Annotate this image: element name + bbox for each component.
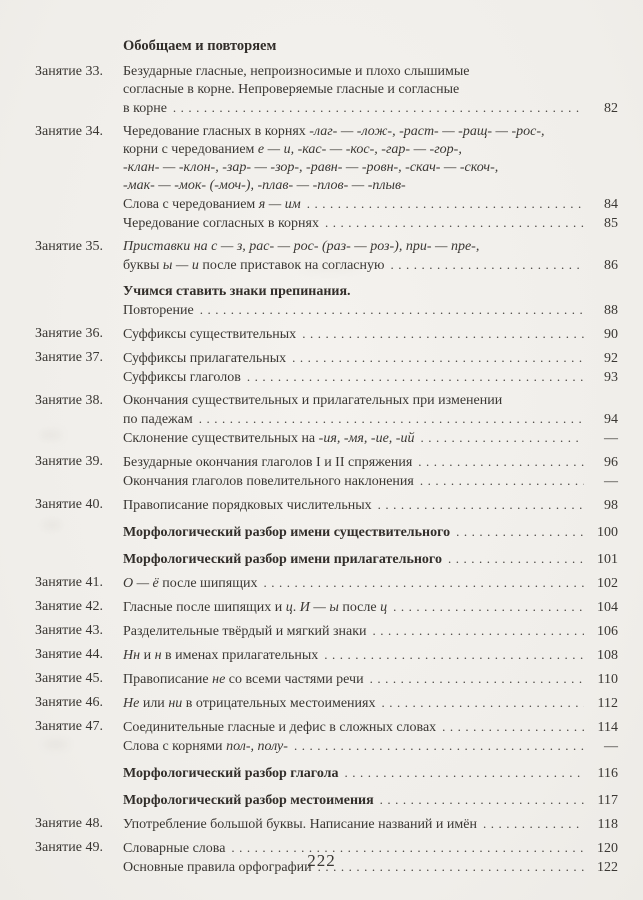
toc-line: [123, 256, 618, 275]
page-number: 114: [597, 720, 618, 735]
entry-label: Занятие 45.: [35, 671, 103, 686]
page-number: 106: [597, 624, 618, 639]
text-segment: и: [140, 648, 155, 663]
entry-label: Занятие 34.: [35, 124, 103, 139]
text-segment: Нн: [123, 648, 141, 663]
entry-content: [123, 646, 618, 665]
text-segment: е — и, -кас- — -кос-, -гар- — -гор-,: [257, 142, 462, 157]
toc-line: [123, 141, 618, 159]
text-segment: Окончания существительных и прилагательных при изменении: [123, 393, 503, 408]
toc-entry: [35, 574, 618, 593]
dot-leader: [324, 646, 584, 665]
toc-line: [123, 670, 618, 689]
line-text: [123, 695, 375, 713]
text-segment: -ия, -мя, -ие, -ий: [318, 431, 415, 446]
line-text: [123, 816, 477, 834]
dot-leader: [418, 453, 584, 472]
line-text: [123, 623, 367, 641]
section-heading: Обобщаем и повторяем: [123, 38, 277, 54]
text-segment: Чередование согласных в корнях: [123, 216, 319, 231]
dot-leader: [390, 256, 584, 275]
text-segment: Не: [123, 696, 140, 711]
text-segment: Безударные окончания глаголов I и II спряжения: [123, 455, 413, 470]
toc-entry: [35, 325, 618, 344]
entry-label: Занятие 39.: [35, 454, 103, 469]
dot-leader: [420, 429, 584, 448]
toc-section-entry: [35, 791, 618, 810]
text-segment: ни: [168, 696, 183, 711]
text-segment: Морфологический разбор местоимения: [123, 793, 374, 808]
line-text: [123, 326, 296, 344]
text-segment: корни с чередованием: [123, 142, 258, 157]
text-segment: буквы: [123, 258, 163, 273]
text-segment: -мак- — -мок- (-моч-), -плав- — -плов- — -плыв-: [123, 178, 406, 193]
toc-line: [123, 791, 618, 810]
line-text: [123, 302, 194, 320]
toc-line: [123, 737, 618, 756]
text-segment: в именах прилагательных: [161, 648, 319, 663]
entry-content: [123, 598, 618, 617]
dot-leader: [294, 737, 584, 756]
dot-leader: [378, 496, 584, 515]
page-number: 118: [597, 817, 618, 832]
text-segment: или: [139, 696, 169, 711]
entry-content: [123, 550, 618, 569]
line-text: [123, 792, 374, 810]
toc-entry: [35, 718, 618, 756]
line-text: [123, 177, 406, 195]
toc-entry: [35, 496, 618, 515]
toc-entry: [35, 392, 618, 448]
toc-section-entry: [35, 283, 618, 320]
toc-entry: [35, 646, 618, 665]
footer-page-number: 222: [307, 851, 336, 870]
text-segment: Учимся ставить знаки препинания.: [123, 284, 351, 299]
text-segment: после шипящих: [158, 576, 258, 591]
line-text: [123, 215, 319, 233]
line-text: [123, 599, 387, 617]
entry-content: [123, 523, 618, 542]
text-segment: Суффиксы существительных: [123, 327, 297, 342]
toc-section-entry: [35, 523, 618, 542]
text-segment: Морфологический разбор имени существительного: [123, 525, 451, 540]
entry-content: [123, 574, 618, 593]
entry-content: [123, 694, 618, 713]
page-number: 120: [597, 841, 618, 856]
text-segment: -лаг- — -лож-, -раст- — -ращ- — -рос-,: [309, 124, 545, 139]
text-segment: О — ё: [123, 576, 159, 591]
entry-label: Занятие 41.: [35, 575, 103, 590]
entry-content: [123, 622, 618, 641]
text-segment: по падежам: [123, 412, 193, 427]
page-number: 92: [604, 351, 618, 366]
page-number: 86: [604, 258, 618, 273]
page-number: —: [604, 431, 618, 446]
page-number: 93: [604, 370, 618, 385]
text-segment: ц: [285, 600, 293, 615]
toc-line: [123, 550, 618, 569]
toc-line: [123, 496, 618, 515]
entry-label: Занятие 33.: [35, 64, 103, 79]
text-segment: Безударные гласные, непроизносимые и плохо слышимые: [123, 64, 470, 79]
text-segment: согласные в корне. Непроверяемые гласные и согласные: [123, 82, 460, 97]
entry-content: [123, 63, 618, 118]
dot-leader: [456, 523, 584, 542]
page-number: 85: [604, 216, 618, 231]
scan-smudge: [40, 430, 62, 440]
line-text: [123, 392, 502, 410]
entry-content: [123, 670, 618, 689]
text-segment: пол-, полу-: [226, 739, 288, 754]
toc-line: [123, 325, 618, 344]
entry-content: [123, 453, 618, 491]
dot-leader: [307, 195, 584, 214]
toc-line: [123, 598, 618, 617]
text-segment: И — ы: [299, 600, 339, 615]
line-text: [123, 63, 469, 81]
dot-leader: [370, 670, 584, 689]
page-number: 110: [597, 672, 618, 687]
entry-content: [123, 815, 618, 834]
toc-section-entry: [35, 550, 618, 569]
toc-line: [123, 410, 618, 429]
toc-line: [123, 99, 618, 118]
page-number: 108: [597, 648, 618, 663]
text-segment: Правописание порядковых числительных: [123, 498, 372, 513]
line-text: [123, 159, 498, 177]
toc-line: [123, 177, 618, 195]
text-segment: ы — и: [162, 258, 199, 273]
toc-line: [123, 472, 618, 491]
text-segment: после приставок на согласную: [198, 258, 385, 273]
toc-entry: [35, 349, 618, 387]
toc-line: [123, 283, 618, 301]
text-segment: Словарные слова: [123, 841, 226, 856]
toc-line: [123, 195, 618, 214]
text-segment: Разделительные твёрдый и мягкий знаки: [123, 624, 367, 639]
toc-entry: [35, 815, 618, 834]
text-segment: я — им: [258, 197, 301, 212]
toc-line: [123, 301, 618, 320]
page-number: 96: [604, 455, 618, 470]
toc-line: [123, 718, 618, 737]
toc-line: [123, 764, 618, 783]
dot-leader: [483, 815, 584, 834]
page-number: —: [604, 739, 618, 754]
entry-label: Занятие 43.: [35, 623, 103, 638]
line-text: [123, 671, 364, 689]
page-number: 90: [604, 327, 618, 342]
line-text: [123, 430, 414, 448]
text-segment: Суффиксы прилагательных: [123, 351, 287, 366]
dot-leader: [380, 791, 584, 810]
toc-entry: [35, 622, 618, 641]
toc-line: [123, 453, 618, 472]
entry-label: Занятие 40.: [35, 497, 103, 512]
toc-line: [123, 523, 618, 542]
text-segment: со всеми частями речи: [225, 672, 364, 687]
entry-label: Занятие 42.: [35, 599, 103, 614]
dot-leader: [420, 472, 584, 491]
toc-line: [123, 646, 618, 665]
toc-line: [123, 123, 618, 141]
entry-content: [123, 349, 618, 387]
dot-leader: [292, 349, 584, 368]
page-number: 94: [604, 412, 618, 427]
entry-label: Занятие 46.: [35, 695, 103, 710]
toc-entry: [35, 123, 618, 233]
entry-content: [123, 764, 618, 783]
page-number: 101: [597, 552, 618, 567]
line-text: [123, 575, 258, 593]
dot-leader: [173, 99, 584, 118]
dot-leader: [393, 598, 584, 617]
text-segment: Чередование гласных в корнях: [123, 124, 310, 139]
text-segment: Склонение существительных на: [123, 431, 319, 446]
toc-line: [123, 574, 618, 593]
line-text: [123, 196, 301, 214]
dot-leader: [442, 718, 584, 737]
text-segment: Основные правила орфографии: [123, 860, 312, 875]
entry-content: [123, 392, 618, 448]
line-text: [123, 81, 459, 99]
entry-content: [123, 718, 618, 756]
text-segment: Слова с корнями: [123, 739, 227, 754]
toc-line: [123, 392, 618, 410]
text-segment: Морфологический разбор имени прилагательного: [123, 552, 442, 567]
toc-section-entry: [35, 764, 618, 783]
dot-leader: [381, 694, 584, 713]
page-number: 117: [597, 793, 618, 808]
dot-leader: [325, 214, 584, 233]
line-text: [123, 473, 414, 491]
toc-line: [123, 368, 618, 387]
scan-smudge: [44, 740, 68, 749]
line-text: [123, 238, 479, 256]
line-text: [123, 524, 450, 542]
page-number: —: [604, 474, 618, 489]
toc-line: [123, 63, 618, 81]
text-segment: Морфологический разбор глагола: [123, 766, 339, 781]
page-number: 104: [597, 600, 618, 615]
entry-label: Занятие 38.: [35, 393, 103, 408]
text-segment: ц: [380, 600, 388, 615]
line-text: [123, 454, 412, 472]
scan-smudge: [300, 265, 360, 273]
toc-line: [123, 694, 618, 713]
dot-leader: [247, 368, 584, 387]
line-text: [123, 497, 372, 515]
line-text: [123, 647, 318, 665]
line-text: [123, 350, 286, 368]
text-segment: в корне: [123, 101, 167, 116]
entry-label: Занятие 49.: [35, 840, 103, 855]
line-text: [123, 141, 462, 159]
page-number: 88: [604, 303, 618, 318]
page-number: 98: [604, 498, 618, 513]
line-text: [123, 283, 351, 301]
toc-line: [123, 815, 618, 834]
text-segment: в отрицательных местоимениях: [182, 696, 376, 711]
entry-label: Занятие 37.: [35, 350, 103, 365]
text-segment: после: [338, 600, 381, 615]
toc-line: [123, 349, 618, 368]
entry-label: Занятие 36.: [35, 326, 103, 341]
toc-line: [123, 159, 618, 177]
entry-label: Занятие 44.: [35, 647, 103, 662]
entry-label: Занятие 47.: [35, 719, 103, 734]
entry-content: [123, 123, 618, 233]
toc-line: [123, 214, 618, 233]
dot-leader: [302, 325, 584, 344]
text-segment: Правописание: [123, 672, 213, 687]
text-segment: -клан- — -клон-, -зар- — -зор-, -равн- — -ровн-, -скач- — -скоч-,: [123, 160, 499, 175]
entry-content: [123, 496, 618, 515]
dot-leader: [199, 410, 584, 429]
page-number: 82: [604, 101, 618, 116]
toc-entry: [35, 453, 618, 491]
page-number: 116: [597, 766, 618, 781]
page-number: 100: [597, 525, 618, 540]
page-number: 84: [604, 197, 618, 212]
line-text: [123, 100, 167, 118]
page-number: 122: [597, 860, 618, 875]
scan-smudge: [42, 520, 62, 530]
dot-leader: [448, 550, 584, 569]
line-text: [123, 411, 193, 429]
text-segment: Окончания глаголов повелительного наклонения: [123, 474, 414, 489]
line-text: [123, 369, 241, 387]
line-text: [123, 123, 545, 141]
toc-line: [123, 238, 618, 256]
dot-leader: [200, 301, 584, 320]
text-segment: Суффиксы глаголов: [123, 370, 241, 385]
entry-content: [123, 791, 618, 810]
toc-line: [123, 622, 618, 641]
text-segment: Соединительные гласные и дефис в сложных словах: [123, 720, 437, 735]
line-text: [123, 551, 442, 569]
text-segment: Приставки на с — з, рас- — рос- (раз- — роз-), при- — пре-,: [123, 239, 480, 254]
dot-leader: [264, 574, 584, 593]
entry-content: [123, 283, 618, 320]
text-segment: не: [212, 672, 226, 687]
dot-leader: [373, 622, 584, 641]
entry-content: [123, 325, 618, 344]
text-segment: Повторение: [123, 303, 194, 318]
text-segment: Слова с чередованием: [123, 197, 259, 212]
text-segment: Гласные после шипящих и: [123, 600, 286, 615]
page-number: 112: [597, 696, 618, 711]
text-segment: н: [154, 648, 162, 663]
toc-entry: [35, 63, 618, 118]
page-number: 102: [597, 576, 618, 591]
toc-line: [123, 81, 618, 99]
line-text: [123, 765, 338, 783]
text-segment: .: [292, 600, 300, 615]
line-text: [123, 738, 288, 756]
text-segment: Употребление большой буквы. Написание названий и имён: [123, 817, 477, 832]
entry-label: Занятие 35.: [35, 239, 103, 254]
toc-line: [123, 429, 618, 448]
toc: [35, 63, 618, 877]
entry-content: [123, 238, 618, 275]
toc-entry: [35, 598, 618, 617]
toc-entry: [35, 670, 618, 689]
line-text: [123, 719, 436, 737]
entry-label: Занятие 48.: [35, 816, 103, 831]
dot-leader: [344, 764, 584, 783]
toc-entry: [35, 694, 618, 713]
